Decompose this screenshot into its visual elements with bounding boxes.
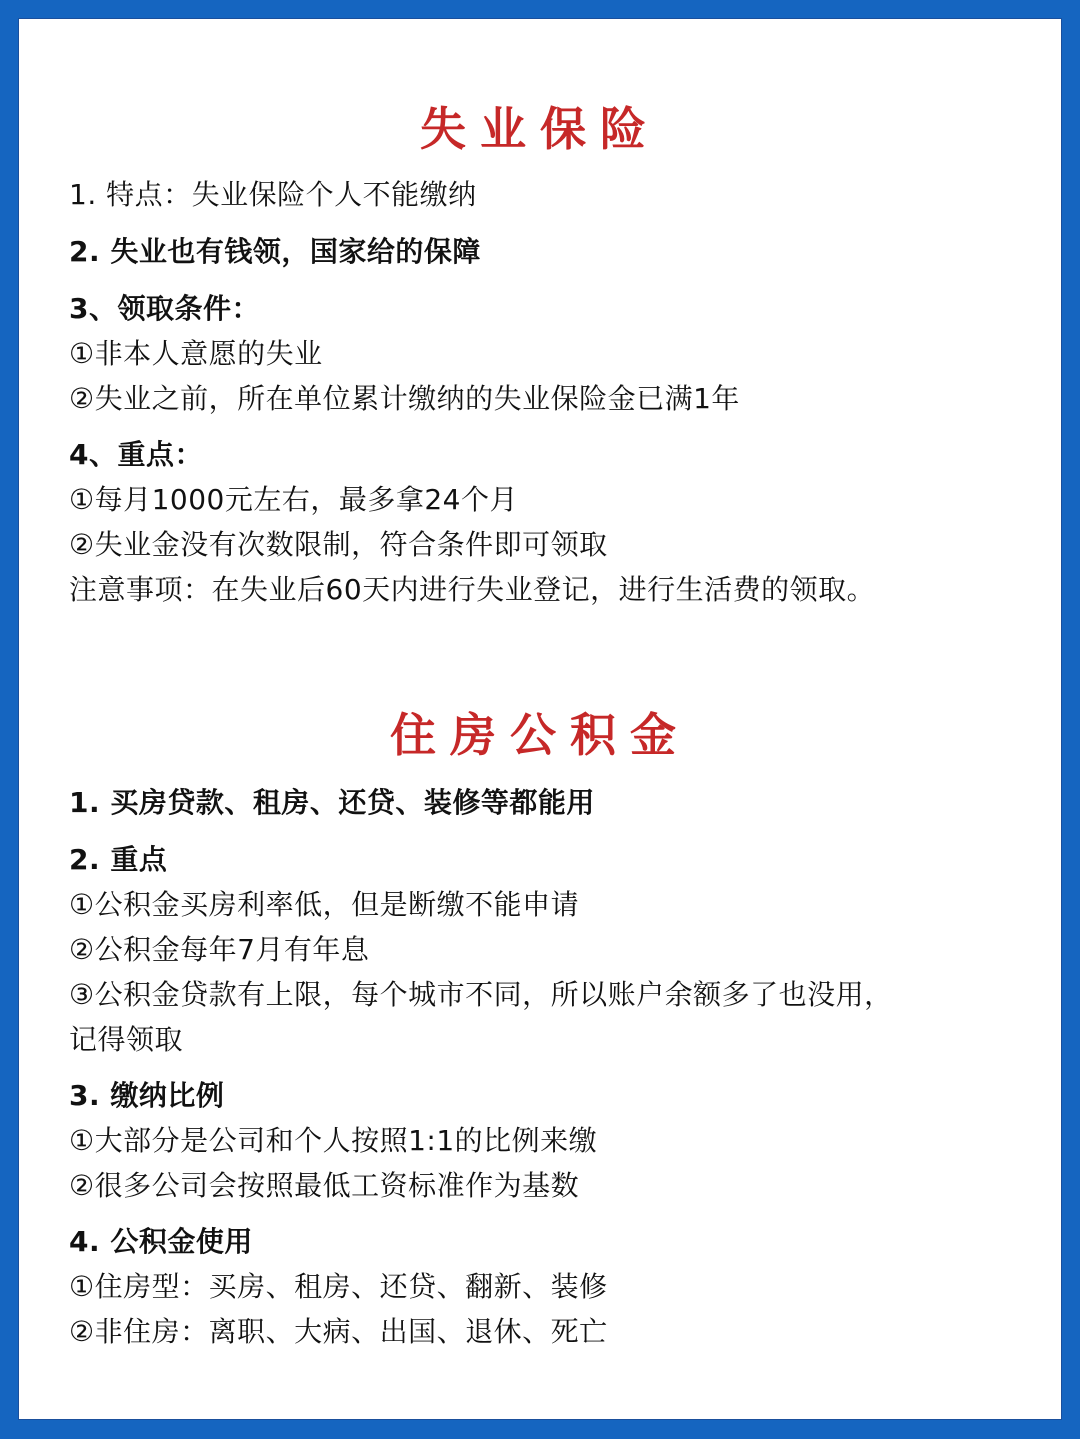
text-line: ②非住房：离职、大病、出国、退休、死亡 [69, 1315, 608, 1348]
text-line: ②公积金每年7月有年息 [69, 933, 370, 966]
text-line: 3、领取条件： [69, 292, 260, 325]
text-line: ①每月1000元左右，最多拿24个月 [69, 483, 518, 516]
text-line: ①住房型：买房、租房、还贷、翻新、装修 [69, 1270, 608, 1303]
text-line: ③公积金贷款有上限，每个城市不同，所以账户余额多了也没用， [69, 978, 893, 1011]
text-line: ①大部分是公司和个人按照1:1的比例来缴 [69, 1124, 598, 1157]
text-line: ②失业金没有次数限制，符合条件即可领取 [69, 528, 608, 561]
text-line: 4、重点： [69, 438, 203, 471]
section-title-unemployment: 失业保险 [420, 102, 660, 156]
text-line: 3. 缴纳比例 [69, 1079, 225, 1112]
text-line: 注意事项：在失业后60天内进行失业登记，进行生活费的领取。 [69, 573, 876, 606]
text-line: 记得领取 [69, 1023, 184, 1056]
section-title-housing-fund: 住房公积金 [390, 708, 690, 762]
text-line: 4. 公积金使用 [69, 1225, 253, 1258]
text-line: ②很多公司会按照最低工资标准作为基数 [69, 1169, 580, 1202]
text-line: 1. 特点：失业保险个人不能缴纳 [69, 178, 477, 211]
text-line: 1. 买房贷款、租房、还贷、装修等都能用 [69, 786, 595, 819]
text-line: 2. 失业也有钱领，国家给的保障 [69, 235, 481, 268]
text-line: ①非本人意愿的失业 [69, 337, 323, 370]
text-line: ②失业之前，所在单位累计缴纳的失业保险金已满1年 [69, 382, 740, 415]
text-line: 2. 重点 [69, 843, 168, 876]
content-card [18, 18, 1062, 1420]
text-line: ①公积金买房利率低，但是断缴不能申请 [69, 888, 580, 921]
